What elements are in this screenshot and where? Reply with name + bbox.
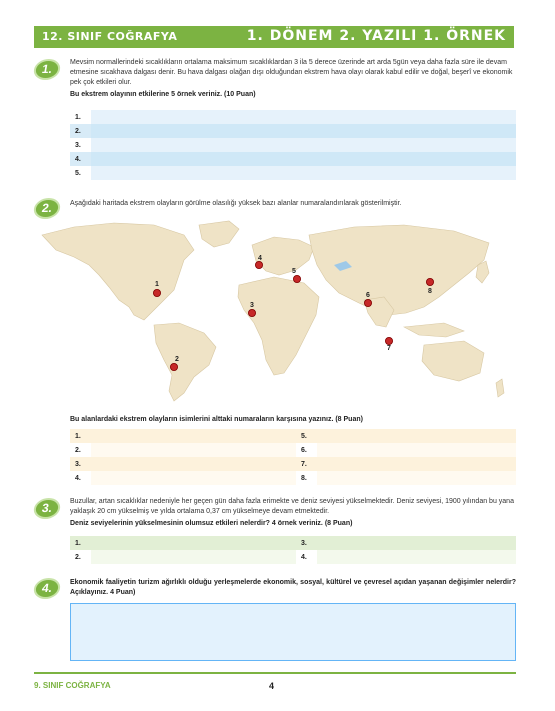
q2-answer-field[interactable]: [317, 457, 516, 471]
q2-answer-field[interactable]: [91, 429, 296, 443]
q2-answer-field[interactable]: [91, 457, 296, 471]
q2-row-label: 1.: [70, 429, 91, 443]
australia-shape: [422, 341, 484, 381]
q2-answer-field[interactable]: [317, 471, 516, 485]
q2-answer-field[interactable]: [91, 443, 296, 457]
pin-1-label: 1: [155, 281, 159, 288]
indonesia-shape: [404, 323, 464, 337]
q2-answer-field[interactable]: [91, 471, 296, 485]
pin-5-label: 5: [292, 268, 296, 275]
page-header: [34, 26, 514, 48]
africa-shape: [238, 277, 319, 375]
header-course-title: 12. SINIF COĞRAFYA: [42, 30, 178, 43]
q1-row-label: 3.: [70, 138, 91, 152]
q3-answer-field[interactable]: [91, 550, 296, 564]
question-3-answer-table: [70, 536, 516, 564]
world-map: [34, 215, 514, 405]
q2-row-label: 5.: [296, 429, 317, 443]
q2-answer-field[interactable]: [317, 429, 516, 443]
q1-answer-field[interactable]: [91, 124, 516, 138]
question-4-answer-box[interactable]: [70, 603, 516, 661]
q2-row-label: 2.: [70, 443, 91, 457]
question-2-text: Aşağıdaki haritada ekstrem olayların görülme olasılığı yüksek bazı alanlar numaralandırılarak gösterilmiştir.: [70, 200, 402, 207]
q2-row-label: 7.: [296, 457, 317, 471]
question-4-prompt: Ekonomik faaliyetin turizm ağırlıklı olduğu yerleşmelerde ekonomik, sosyal, kültürel ve çevresel açıdan yaşanan değişimler nelerdir? Açıklayınız. 4 Puan): [70, 579, 516, 596]
q3-row-label: 3.: [296, 536, 317, 550]
pin-8-label: 8: [428, 288, 432, 295]
continents: [42, 221, 504, 401]
q3-answer-field[interactable]: [317, 536, 516, 550]
north-america-shape: [42, 223, 194, 320]
q1-row-label: 5.: [70, 166, 91, 180]
question-2-prompt: Bu alanlardaki ekstrem olayların isimlerini alttaki numaraların karşısına yazınız. (8 Puan): [70, 416, 363, 423]
q1-answer-field[interactable]: [91, 166, 516, 180]
footer-course: 9. SINIF COĞRAFYA: [34, 681, 111, 690]
q3-answer-field[interactable]: [91, 536, 296, 550]
header-exam-title: 1. DÖNEM 2. YAZILI 1. ÖRNEK: [246, 28, 506, 44]
question-1-text: Mevsim normallerindeki sıcaklıkların ortalama maksimum sıcaklıklardan 3 ila 5 derece üzerinde art arda 5gün veya daha fazla süre ile devam etmesine sıcakhava dalgası denir. Bu hava dalgası olağan dışı olduğundan ekstrem hava olayı olarak kabul edilir ve doğal, beşerî ve ekonomik pek çok etkileri olur.: [70, 59, 513, 86]
asia-shape: [309, 225, 489, 315]
q1-row-label: 1.: [70, 110, 91, 124]
question-1-prompt: Bu ekstrem olayının etkilerine 5 örnek veriniz. (10 Puan): [70, 91, 256, 98]
q2-answer-field[interactable]: [317, 443, 516, 457]
q3-row-label: 4.: [296, 550, 317, 564]
question-4-number: 4.: [32, 578, 62, 599]
q1-row-label: 4.: [70, 152, 91, 166]
pin-7-label: 7: [387, 345, 391, 352]
q2-row-label: 3.: [70, 457, 91, 471]
page-number: 4: [269, 681, 275, 691]
q2-row-label: 8.: [296, 471, 317, 485]
pin-7: [385, 337, 392, 352]
q1-answer-field[interactable]: [91, 138, 516, 152]
q3-answer-field[interactable]: [317, 550, 516, 564]
footer-divider: [34, 672, 516, 674]
question-1-answer-table: [70, 110, 516, 180]
question-3-prompt: Deniz seviyelerinin yükselmesinin olumsuz etkileri nelerdir? 4 örnek veriniz. (8 Puan): [70, 520, 353, 527]
q1-answer-field[interactable]: [91, 152, 516, 166]
pin-2-label: 2: [175, 356, 179, 363]
greenland-shape: [199, 221, 239, 247]
new-zealand-shape: [496, 379, 504, 397]
question-3-number: 3.: [32, 498, 62, 519]
q2-row-label: 4.: [70, 471, 91, 485]
pin-4-label: 4: [258, 255, 262, 262]
q2-row-label: 6.: [296, 443, 317, 457]
question-1-number: 1.: [32, 59, 62, 80]
q3-row-label: 1.: [70, 536, 91, 550]
question-2-number: 2.: [32, 198, 62, 219]
q3-row-label: 2.: [70, 550, 91, 564]
q1-row-label: 2.: [70, 124, 91, 138]
question-3-text: Buzullar, artan sıcaklıklar nedeniyle her geçen gün daha fazla erimekte ve deniz seviyesi yükselmektedir. Deniz seviyesi, 1900 yılından bu yana yaklaşık 20 cm yükselmiş ve yılda ortalama 0,37 cm yükselmeye devam etmektedir.: [70, 498, 514, 515]
pin-6-label: 6: [366, 292, 370, 299]
south-america-shape: [154, 323, 216, 401]
pin-5: [292, 268, 301, 283]
q1-answer-field[interactable]: [91, 110, 516, 124]
pin-3-label: 3: [250, 302, 254, 309]
question-2-answer-table: [70, 429, 516, 485]
